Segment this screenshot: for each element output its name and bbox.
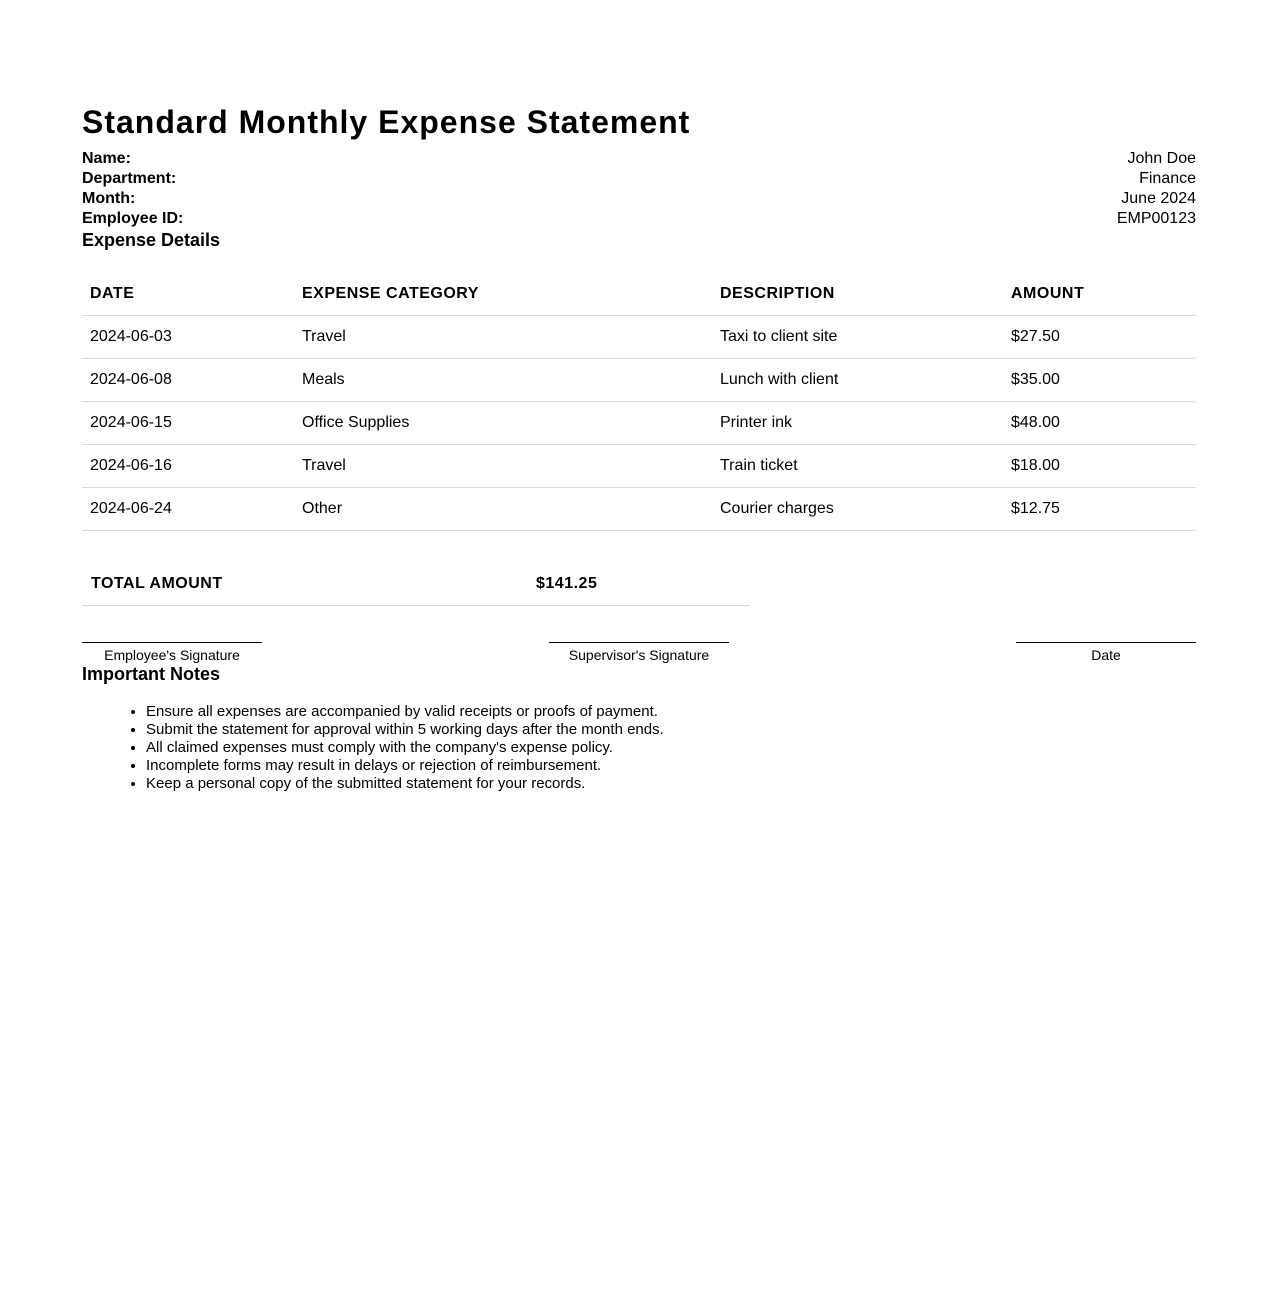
cell-category: Meals [294,359,712,402]
info-value: EMP00123 [1116,210,1196,227]
column-header-category: EXPENSE CATEGORY [294,273,712,316]
supervisor-signature-block [549,642,729,663]
list-item: • All claimed expenses must comply with the company's expense policy. [146,739,1196,757]
table-row [82,488,1196,531]
important-notes-heading: Important Notes [82,664,221,684]
expense-statement [82,100,1196,793]
signature-label: Date [1091,647,1121,663]
signature-label: Supervisor's Signature [568,647,710,663]
date-signature-block [1016,642,1196,663]
total-table [82,563,750,606]
total-label: TOTAL AMOUNT [82,563,527,606]
page-title: Standard Monthly Expense Statement [82,104,691,140]
cell-date: 2024-06-03 [82,316,294,359]
info-label: Name: [82,150,131,167]
info-row-name [82,149,1196,169]
column-header-date: DATE [82,273,294,316]
cell-category: Travel [294,445,712,488]
cell-date: 2024-06-15 [82,402,294,445]
table-row [82,359,1196,402]
list-item: • Submit the statement for approval within 5 working days after the month ends. [146,721,1196,739]
cell-category: Other [294,488,712,531]
cell-description: Taxi to client site [712,316,1003,359]
cell-description: Train ticket [712,445,1003,488]
cell-date: 2024-06-08 [82,359,294,402]
info-value: June 2024 [1121,190,1196,207]
cell-amount: $48.00 [1003,402,1196,445]
info-value: Finance [1139,170,1196,187]
list-item: • Ensure all expenses are accompanied by valid receipts or proofs of payment. [146,703,1196,721]
column-header-amount: AMOUNT [1003,273,1196,316]
signature-label: Employee's Signature [104,647,240,663]
expense-table [82,273,1196,531]
table-header-row [82,273,1196,316]
info-row-month [82,189,1196,209]
cell-date: 2024-06-16 [82,445,294,488]
cell-description: Courier charges [712,488,1003,531]
employee-signature-block [82,642,262,663]
info-row-department [82,169,1196,189]
notes-list [82,703,1196,793]
list-item: • Keep a personal copy of the submitted statement for your records. [146,775,1196,793]
table-row [82,316,1196,359]
table-row [82,402,1196,445]
cell-description: Lunch with client [712,359,1003,402]
table-row [82,445,1196,488]
total-row [82,563,750,606]
cell-category: Travel [294,316,712,359]
cell-date: 2024-06-24 [82,488,294,531]
cell-amount: $27.50 [1003,316,1196,359]
cell-amount: $12.75 [1003,488,1196,531]
cell-amount: $18.00 [1003,445,1196,488]
cell-category: Office Supplies [294,402,712,445]
column-header-description: DESCRIPTION [712,273,1003,316]
info-label: Department: [82,170,177,187]
info-value: John Doe [1127,150,1196,167]
info-label: Month: [82,190,136,207]
signature-section [82,642,1196,663]
cell-description: Printer ink [712,402,1003,445]
list-item: • Incomplete forms may result in delays or rejection of reimbursement. [146,757,1196,775]
cell-amount: $35.00 [1003,359,1196,402]
expense-details-heading: Expense Details [82,230,221,250]
total-value: $141.25 [527,563,750,606]
info-label: Employee ID: [82,210,184,227]
info-row-employee-id [82,209,1196,229]
employee-info [82,149,1196,229]
